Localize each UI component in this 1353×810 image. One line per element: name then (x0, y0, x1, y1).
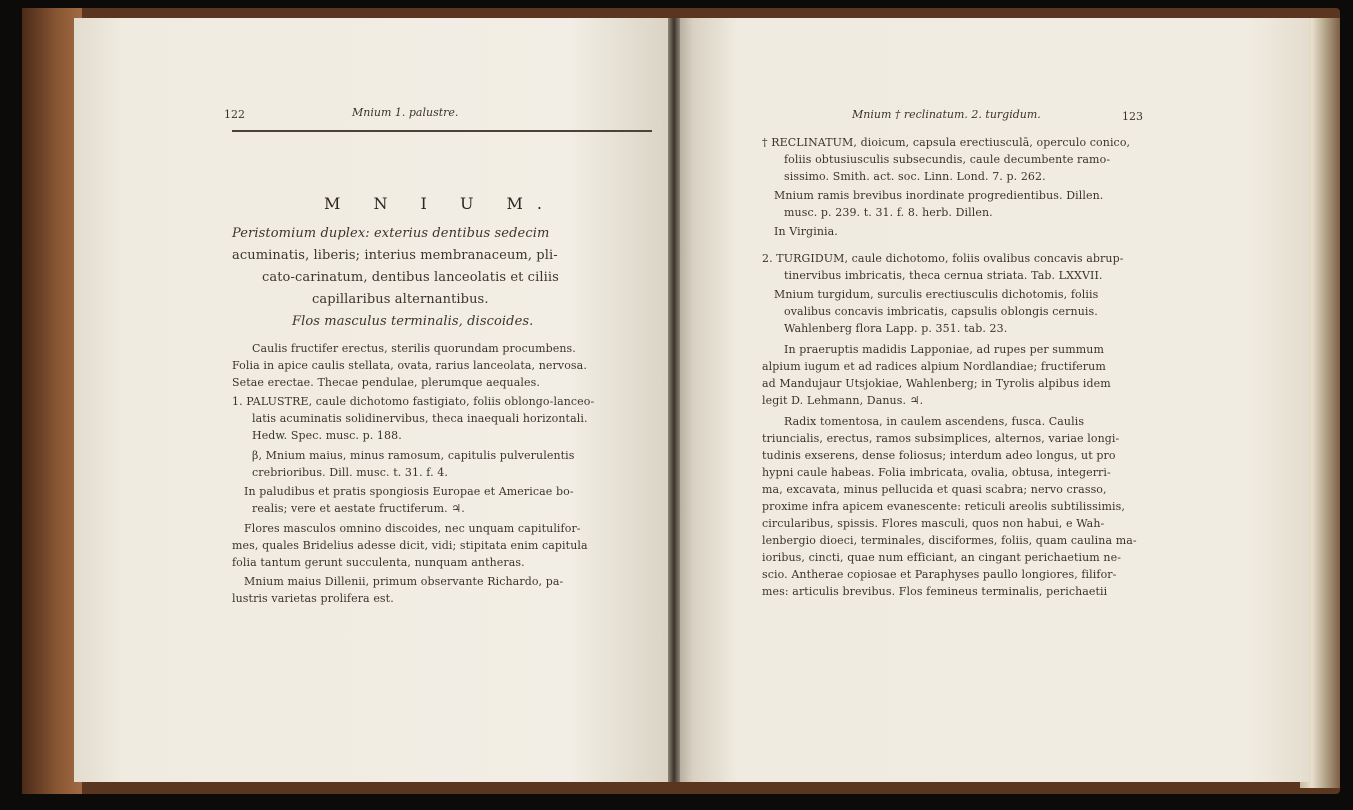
text-line: Peristomium duplex: exterius dentibus sedecim (232, 226, 550, 241)
text-line: Flores masculos omnino discoides, nec unquam capitulifor- (244, 522, 581, 535)
text-line: β, Mnium maius, minus ramosum, capitulis pulverulentis (252, 449, 575, 462)
right-page (674, 18, 1309, 782)
text-line: Caulis fructifer erectus, sterilis quorundam procumbens. (252, 342, 576, 355)
text-line: ioribus, cincti, quae num efficiant, an cingant perichaetium ne- (762, 551, 1122, 564)
text-line: Hedw. Spec. musc. p. 188. (252, 429, 402, 442)
book-gutter (668, 18, 680, 782)
text-line: 2. TURGIDUM, caule dichotomo, foliis ovalibus concavis abrup- (762, 252, 1124, 265)
text-line: sissimo. Smith. act. soc. Linn. Lond. 7. p. 262. (784, 170, 1046, 183)
text-line: ad Mandujaur Utsjokiae, Wahlenberg; in Tyrolis alpibus idem (762, 377, 1111, 390)
text-line: mes, quales Bridelius adesse dicit, vidi; stipitata enim capitula (232, 539, 588, 552)
text-line: tinervibus imbricatis, theca cernua striata. Tab. LXXVII. (784, 269, 1103, 282)
text-line: Setae erectae. Thecae pendulae, plerumque aequales. (232, 376, 540, 389)
text-line: musc. p. 239. t. 31. f. 8. herb. Dillen. (784, 206, 993, 219)
right-page-number: 123 (1122, 110, 1143, 123)
text-line: Radix tomentosa, in caulem ascendens, fusca. Caulis (784, 415, 1085, 428)
text-line: Mnium turgidum, surculis erectiusculis dichotomis, foliis (774, 288, 1099, 301)
text-line: proxime infra apicem evanescente: reticuli areolis subtilissimis, (762, 500, 1125, 513)
book-cover-left-edge (22, 8, 82, 794)
text-line: 1. PALUSTRE, caule dichotomo fastigiato, foliis oblongo-lanceo- (232, 395, 595, 408)
text-line: cato-carinatum, dentibus lanceolatis et ciliis (262, 270, 559, 285)
text-line: scio. Antherae copiosae et Paraphyses paullo longiores, filifor- (762, 568, 1117, 581)
left-page-number: 122 (224, 108, 245, 121)
genus-title: M N I U M. (324, 194, 556, 213)
text-line: Flos masculus terminalis, discoides. (292, 314, 534, 329)
open-book (22, 8, 1340, 794)
text-line: lenbergio dioeci, terminales, disciformes, foliis, quam caulina ma- (762, 534, 1137, 547)
text-line: folia tantum gerunt succulenta, nunquam antheras. (232, 556, 525, 569)
text-line: capillaribus alternantibus. (312, 292, 489, 307)
text-line: alpium iugum et ad radices alpium Nordlandiae; fructiferum (762, 360, 1106, 373)
text-line: acuminatis, liberis; interius membranaceum, pli- (232, 248, 558, 263)
text-line: In Virginia. (774, 225, 838, 238)
text-line: mes: articulis brevibus. Flos femineus terminalis, perichaetii (762, 585, 1108, 598)
left-page (74, 18, 692, 782)
text-line: Wahlenberg flora Lapp. p. 351. tab. 23. (784, 322, 1008, 335)
text-line: Mnium ramis brevibus inordinate progredientibus. Dillen. (774, 189, 1104, 202)
header-rule (232, 130, 652, 132)
text-line: † RECLINATUM, dioicum, capsula erectiusculā, operculo conico, (762, 136, 1131, 149)
text-line: Mnium maius Dillenii, primum observante Richardo, pa- (244, 575, 564, 588)
text-line: ma, excavata, minus pellucida et quasi scabra; nervo crasso, (762, 483, 1107, 496)
right-running-head: Mnium † reclinatum. 2. turgidum. (852, 108, 1041, 121)
text-line: In paludibus et pratis spongiosis Europae et Americae bo- (244, 485, 574, 498)
text-line: realis; vere et aestate fructiferum. ♃. (252, 502, 465, 515)
text-line: crebrioribus. Dill. musc. t. 31. f. 4. (252, 466, 448, 479)
text-line: triuncialis, erectus, ramos subsimplices, alternos, variae longi- (762, 432, 1120, 445)
text-line: In praeruptis madidis Lapponiae, ad rupes per summum (784, 343, 1104, 356)
text-line: Folia in apice caulis stellata, ovata, rarius lanceolata, nervosa. (232, 359, 587, 372)
text-line: foliis obtusiusculis subsecundis, caule decumbente ramo- (784, 153, 1111, 166)
text-line: latis acuminatis solidinervibus, theca inaequali horizontali. (252, 412, 588, 425)
left-running-head: Mnium 1. palustre. (352, 106, 459, 119)
text-line: lustris varietas prolifera est. (232, 592, 394, 605)
text-line: legit D. Lehmann, Danus. ♃. (762, 394, 924, 407)
text-line: hypni caule habeas. Folia imbricata, ovalia, obtusa, integerri- (762, 466, 1111, 479)
text-line: tudinis exserens, dense foliosus; interdum adeo longus, ut pro (762, 449, 1116, 462)
text-line: ovalibus concavis imbricatis, capsulis oblongis cernuis. (784, 305, 1098, 318)
text-line: circularibus, spissis. Flores masculi, quos non habui, e Wah- (762, 517, 1105, 530)
